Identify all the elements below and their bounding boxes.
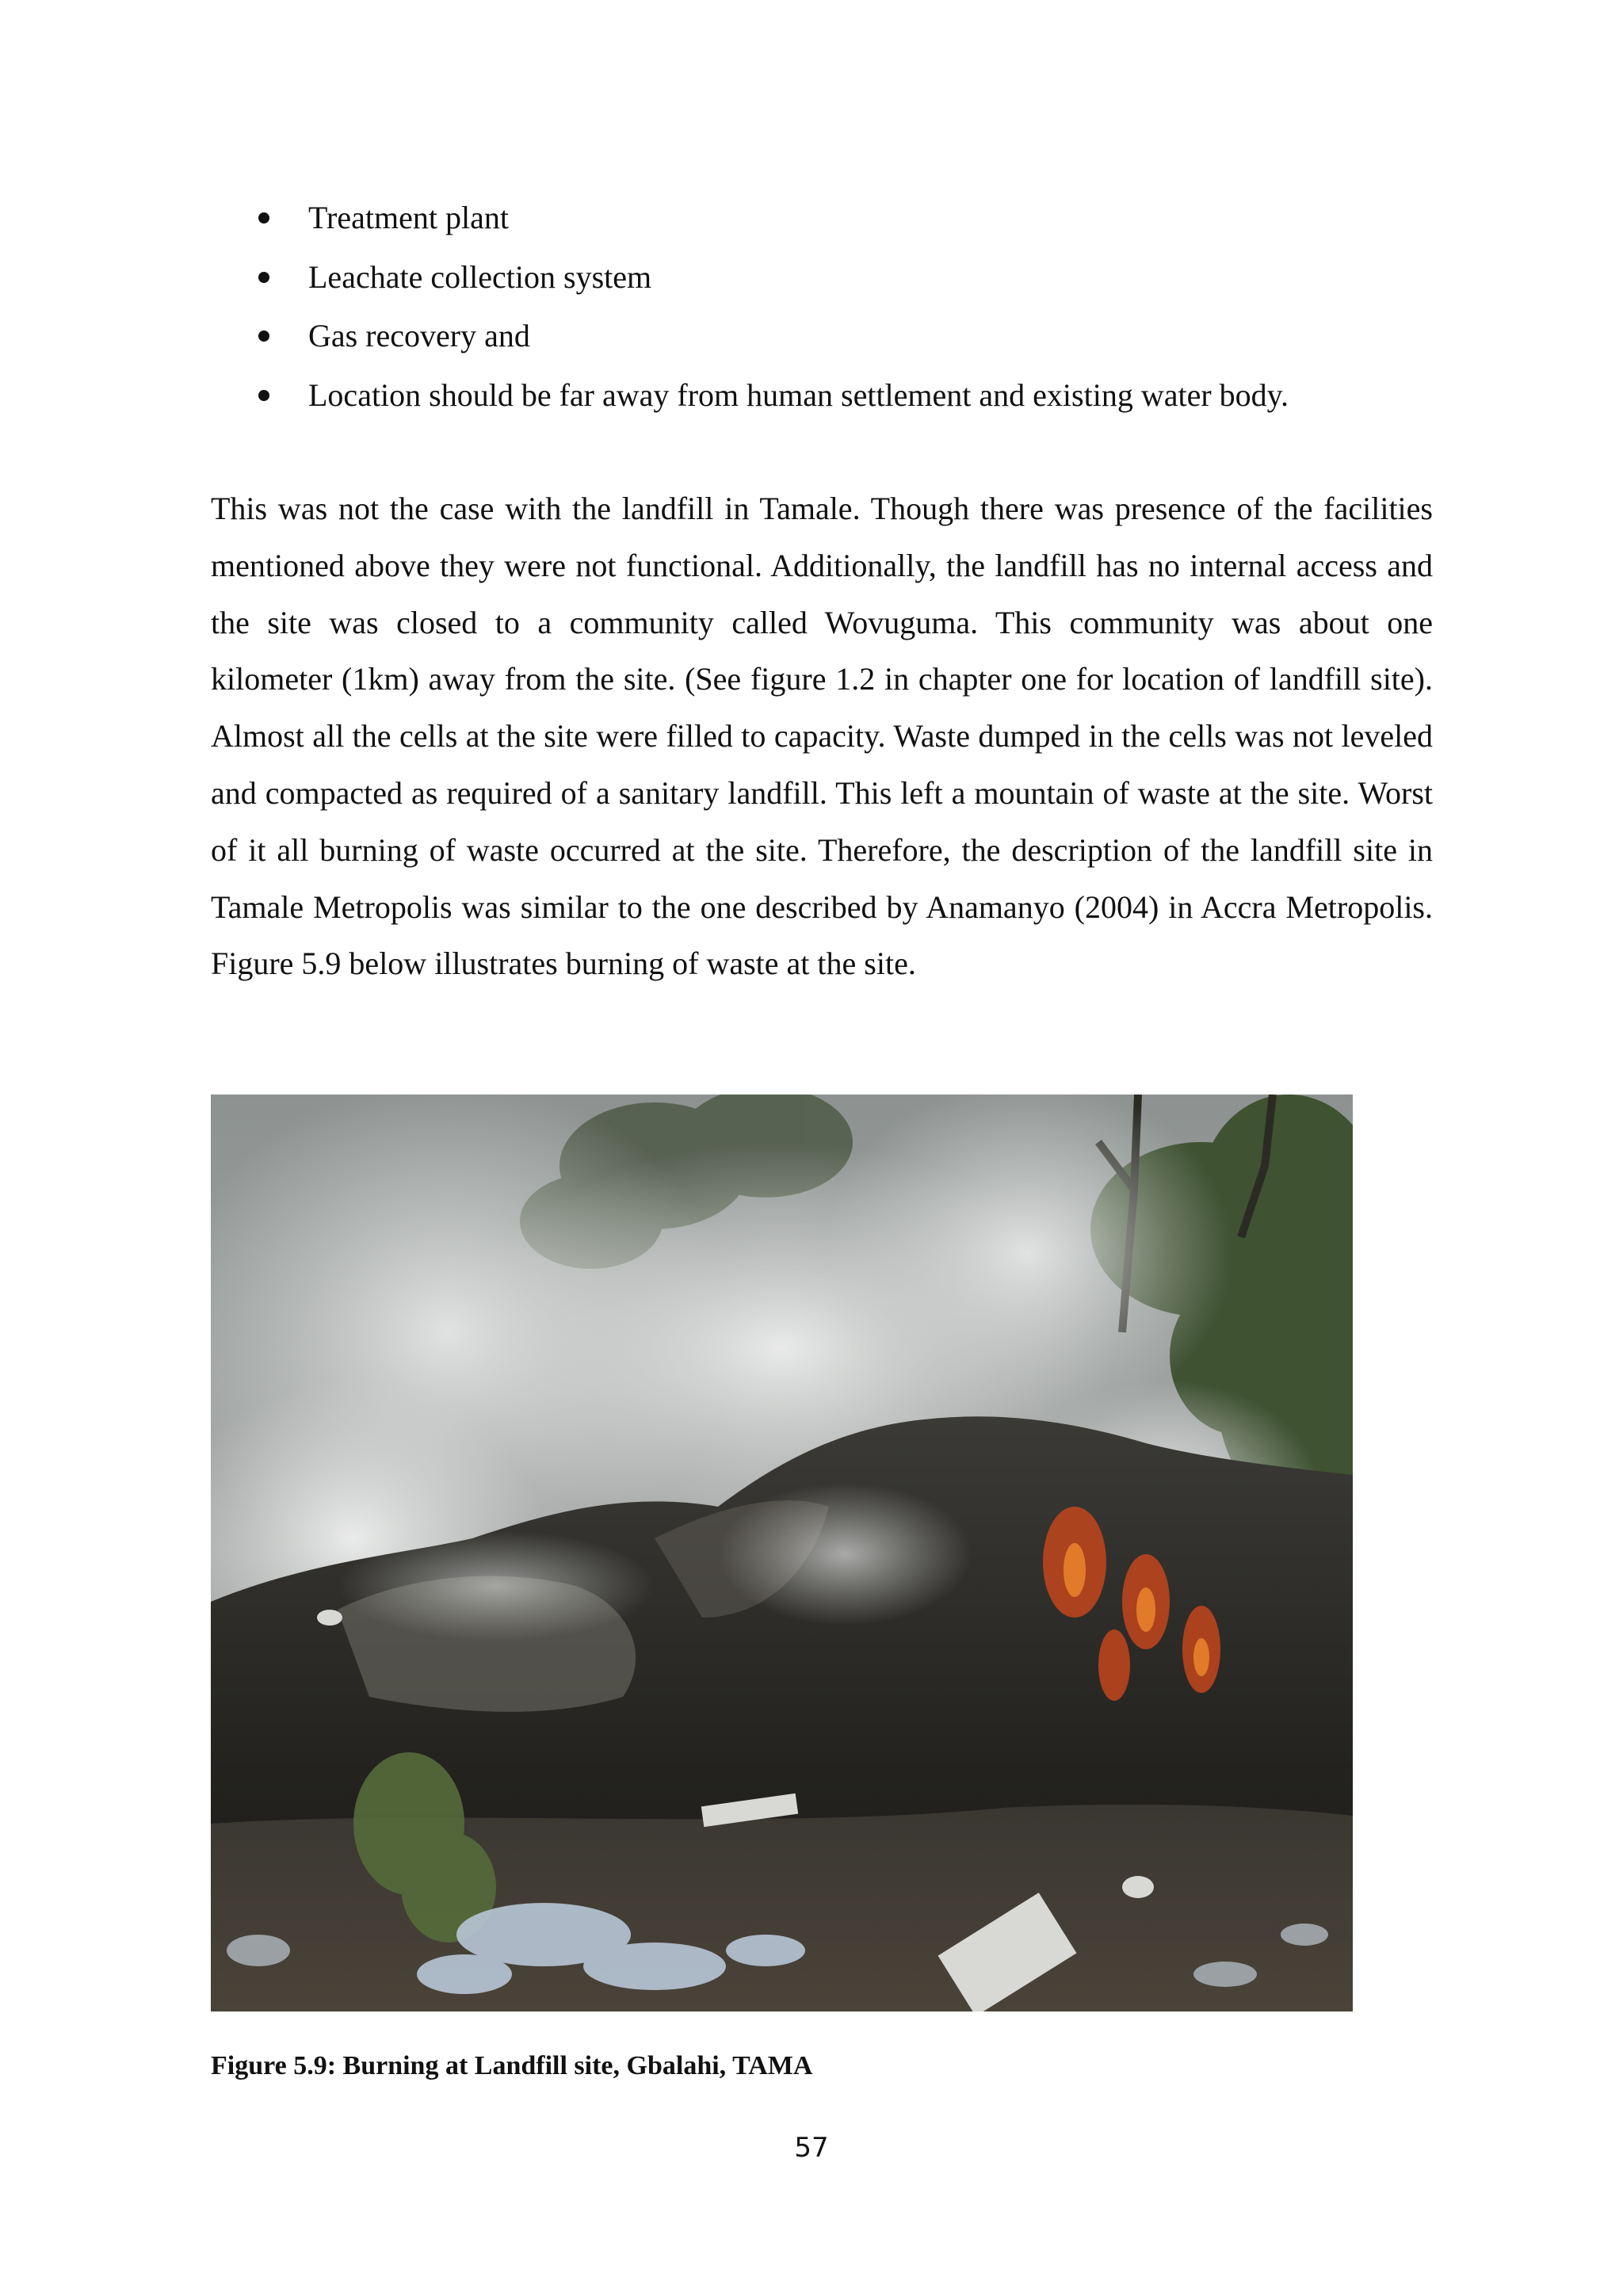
bullet-icon xyxy=(258,212,269,223)
bullet-icon xyxy=(258,272,269,283)
requirements-list xyxy=(211,189,1447,425)
bullet-icon xyxy=(258,330,269,342)
list-item: Treatment plant xyxy=(211,189,1447,248)
list-item: Leachate collection system xyxy=(211,248,1447,308)
page-number: 57 xyxy=(794,2132,829,2164)
body-paragraph: This was not the case with the landfill in Tamale. Though there was presence of the facilities mentioned above they were not functional. Additionally, the landfill has no internal access and the site was closed to a community called Wovuguma. This community was about one kilometer (1km) away from the site. (See figure 1.2 in chapter one for location of landfill site). Almost all the cells at the site were filled to capacity. Waste dumped in the cells was not leveled and compacted as required of a sanitary landfill. This left a mountain of waste at the site. Worst of it all burning of waste occurred at the site. Therefore, the description of the landfill site in Tamale Metropolis was similar to the one described by Anamanyo (2004) in Accra Metropolis. Figure 5.9 below illustrates burning of waste at the site. xyxy=(211,491,1433,982)
list-item: Location should be far away from human settlement and existing water body. xyxy=(211,366,1447,426)
bullet-icon xyxy=(258,390,269,401)
figure-caption: Figure 5.9: Burning at Landfill site, Gbalahi, TAMA xyxy=(211,2051,813,2080)
landfill-burning-photo xyxy=(211,1095,1353,2011)
list-item: Gas recovery and xyxy=(211,307,1447,366)
